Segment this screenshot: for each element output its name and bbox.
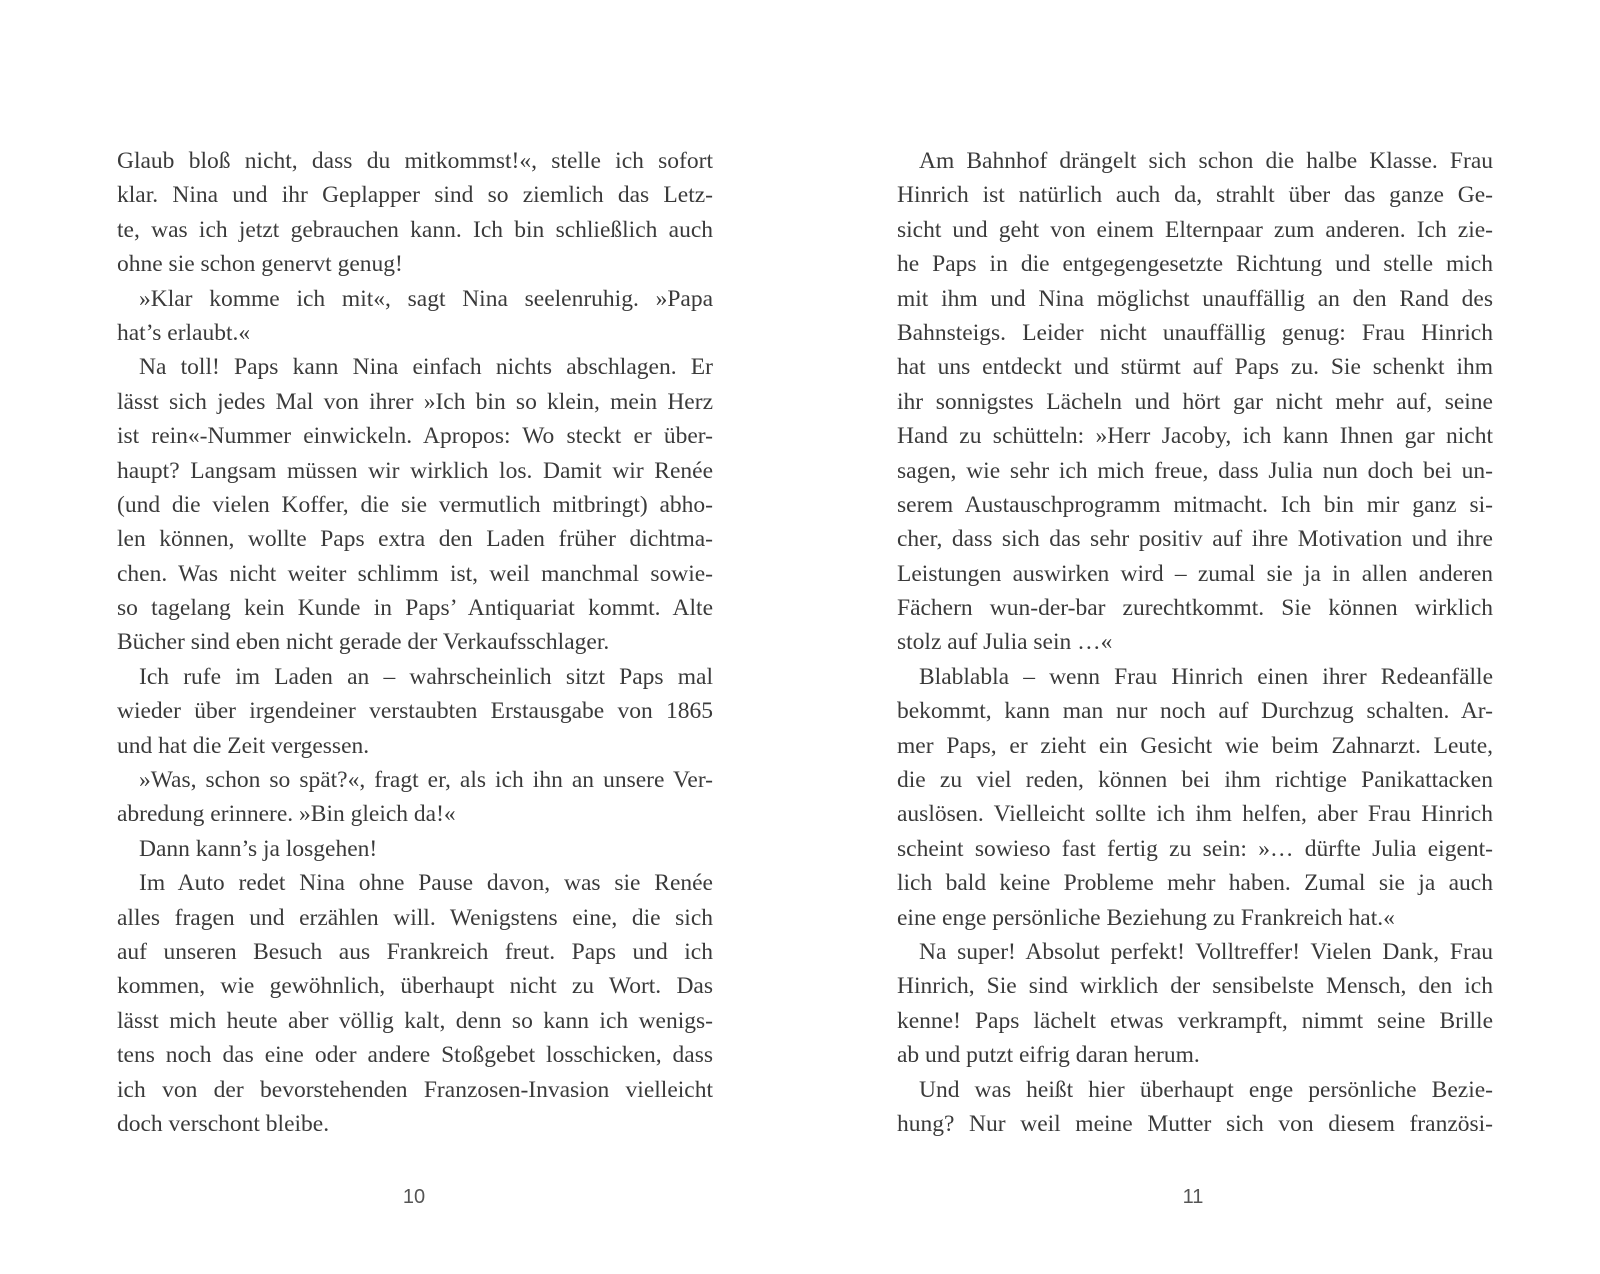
text-line: eine enge persönliche Beziehung zu Frankreich hat.« <box>897 904 1395 931</box>
text-line: sicht und geht von einem Elternpaar zum anderen. Ich zie- <box>897 216 1493 243</box>
left-page-number: 10 <box>402 1186 426 1208</box>
text-line: Blablabla – wenn Frau Hinrich einen ihrer Redeanfälle <box>919 663 1493 690</box>
text-line: hat’s erlaubt.« <box>117 319 251 346</box>
text-line: so tagelang kein Kunde in Paps’ Antiquariat kommt. Alte <box>117 595 713 622</box>
text-line: Ich rufe im Laden an – wahrscheinlich sitzt Paps mal <box>139 663 713 690</box>
text-line: he Paps in die entgegengesetzte Richtung und stelle mich <box>897 251 1493 278</box>
text-line: wieder über irgendeiner verstaubten Erstausgabe von 1865 <box>117 698 713 725</box>
text-line: tens noch das eine oder andere Stoßgebet losschicken, dass <box>117 1042 713 1069</box>
right-page-number: 11 <box>1182 1186 1204 1208</box>
text-line: Bücher sind eben nicht gerade der Verkaufsschlager. <box>117 629 610 656</box>
text-line: und hat die Zeit vergessen. <box>117 732 370 759</box>
text-line: »Klar komme ich mit«, sagt Nina seelenruhig. »Papa <box>139 285 713 312</box>
text-line: haupt? Langsam müssen wir wirklich los. Damit wir Renée <box>117 457 713 484</box>
text-line: Leistungen auswirken wird – zumal sie ja in allen anderen <box>897 560 1493 587</box>
text-line: hung? Nur weil meine Mutter sich von diesem französi- <box>897 1110 1493 1137</box>
text-line: auf unseren Besuch aus Frankreich freut. Paps und ich <box>117 938 713 965</box>
text-line: bekommt, kann man nur noch auf Durchzug schalten. Ar- <box>897 698 1493 725</box>
text-line: ohne sie schon genervt genug! <box>117 251 403 278</box>
text-line: Hinrich, Sie sind wirklich der sensibelste Mensch, den ich <box>897 973 1493 1000</box>
text-line: Na super! Absolut perfekt! Volltreffer! Vielen Dank, Frau <box>919 938 1493 965</box>
text-line: hat uns entdeckt und stürmt auf Paps zu. Sie schenkt ihm <box>897 354 1493 381</box>
text-line: ich von der bevorstehenden Franzosen-Invasion vielleicht <box>117 1076 713 1103</box>
text-line: Dann kann’s ja losgehen! <box>139 835 378 862</box>
text-line: ist rein«-Nummer einwickeln. Apropos: Wo steckt er über- <box>117 423 713 450</box>
text-line: mit ihm und Nina möglichst unauffällig an den Rand des <box>897 285 1493 312</box>
text-line: Und was heißt hier überhaupt enge persönliche Bezie- <box>919 1076 1493 1103</box>
text-line: mer Paps, er zieht ein Gesicht wie beim Zahnarzt. Leute, <box>897 732 1493 759</box>
text-line: alles fragen und erzählen will. Wenigstens eine, die sich <box>117 904 713 931</box>
text-line: lässt sich jedes Mal von ihrer »Ich bin so klein, mein Herz <box>117 388 713 415</box>
text-line: Im Auto redet Nina ohne Pause davon, was sie Renée <box>139 870 713 897</box>
text-line: kenne! Paps lächelt etwas verkrampft, nimmt seine Brille <box>897 1007 1493 1034</box>
text-line: ihr sonnigstes Lächeln und hört gar nicht mehr auf, seine <box>897 388 1493 415</box>
text-line: kommen, wie gewöhnlich, überhaupt nicht zu Wort. Das <box>117 973 713 1000</box>
text-line: serem Austauschprogramm mitmacht. Ich bin mir ganz si- <box>897 491 1493 518</box>
text-line: Am Bahnhof drängelt sich schon die halbe Klasse. Frau <box>919 148 1493 174</box>
text-line: Glaub bloß nicht, dass du mitkommst!«, stelle ich sofort <box>117 148 713 174</box>
text-line: lich bald keine Probleme mehr haben. Zumal sie ja auch <box>897 870 1493 897</box>
text-line: len können, wollte Paps extra den Laden früher dichtma- <box>117 526 713 553</box>
text-line: stolz auf Julia sein …« <box>897 629 1113 656</box>
text-line: abredung erinnere. »Bin gleich da!« <box>117 801 456 828</box>
text-line: te, was ich jetzt gebrauchen kann. Ich bin schließlich auch <box>117 216 713 243</box>
text-line: Bahnsteigs. Leider nicht unauffällig genug: Frau Hinrich <box>897 319 1493 346</box>
text-line: »Was, schon so spät?«, fragt er, als ich ihn an unsere Ver- <box>139 767 713 794</box>
text-line: (und die vielen Koffer, die sie vermutlich mitbringt) abho- <box>117 491 713 518</box>
text-line: sagen, wie sehr ich mich freue, dass Julia nun doch bei un- <box>897 457 1493 484</box>
text-line: auslösen. Vielleicht sollte ich ihm helfen, aber Frau Hinrich <box>897 801 1493 828</box>
text-line: ab und putzt eifrig daran herum. <box>897 1042 1200 1069</box>
text-line: cher, dass sich das sehr positiv auf ihre Motivation und ihre <box>897 526 1493 553</box>
text-line: chen. Was nicht weiter schlimm ist, weil manchmal sowie- <box>117 560 713 587</box>
left-page-body <box>117 144 713 1141</box>
right-page-body <box>897 144 1493 1141</box>
text-line: scheint sowieso fast fertig zu sein: »… dürfte Julia eigent- <box>897 835 1493 862</box>
text-line: Na toll! Paps kann Nina einfach nichts abschlagen. Er <box>139 354 713 381</box>
text-line: Hinrich ist natürlich auch da, strahlt über das ganze Ge- <box>897 182 1493 209</box>
text-line: klar. Nina und ihr Geplapper sind so ziemlich das Letz- <box>117 182 713 209</box>
text-line: Fächern wun-der-bar zurechtkommt. Sie können wirklich <box>897 595 1493 622</box>
text-line: doch verschont bleibe. <box>117 1110 330 1137</box>
text-line: Hand zu schütteln: »Herr Jacoby, ich kann Ihnen gar nicht <box>897 423 1493 450</box>
text-line: die zu viel reden, können bei ihm richtige Panikattacken <box>897 767 1493 794</box>
text-line: lässt mich heute aber völlig kalt, denn so kann ich wenigs- <box>117 1007 713 1034</box>
